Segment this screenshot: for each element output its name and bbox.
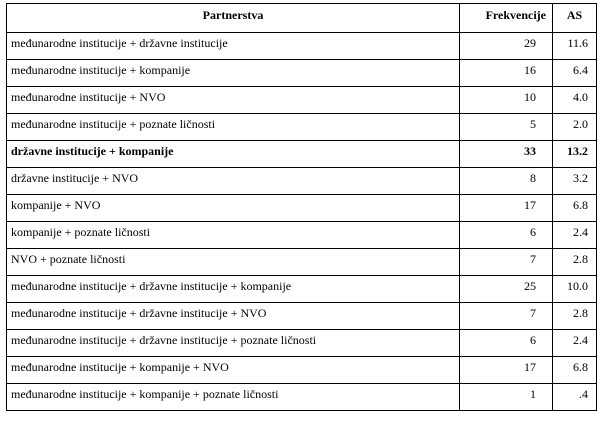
cell-partnerstvo: međunarodne institucije + NVO [7, 87, 460, 114]
header-frekvencije: Frekvencije [460, 4, 553, 33]
cell-frekvencije: 17 [460, 357, 553, 384]
cell-as: 2.0 [553, 114, 597, 141]
cell-frekvencije: 7 [460, 303, 553, 330]
cell-partnerstvo: međunarodne institucije + državne institucije + poznate ličnosti [7, 330, 460, 357]
header-partnerstva: Partnerstva [7, 4, 460, 33]
table-row [7, 141, 597, 168]
cell-partnerstvo: međunarodne institucije + kompanije + poznate ličnosti [7, 384, 460, 411]
cell-as: 10.0 [553, 276, 597, 303]
table-row [7, 168, 597, 195]
table-row [7, 114, 597, 141]
header-as: AS [553, 4, 597, 33]
cell-frekvencije: 25 [460, 276, 553, 303]
table-row [7, 384, 597, 411]
table-row [7, 276, 597, 303]
cell-frekvencije: 5 [460, 114, 553, 141]
cell-frekvencije: 16 [460, 60, 553, 87]
table-row [7, 87, 597, 114]
cell-partnerstvo: NVO + poznate ličnosti [7, 249, 460, 276]
cell-as: 6.8 [553, 195, 597, 222]
table-row [7, 222, 597, 249]
partnerships-table [6, 3, 597, 411]
cell-as: 4.0 [553, 87, 597, 114]
cell-partnerstvo: međunarodne institucije + poznate ličnosti [7, 114, 460, 141]
cell-partnerstvo: međunarodne institucije + kompanije + NVO [7, 357, 460, 384]
cell-partnerstvo: međunarodne institucije + državne institucije + kompanije [7, 276, 460, 303]
cell-partnerstvo: državne institucije + NVO [7, 168, 460, 195]
cell-partnerstvo: međunarodne institucije + kompanije [7, 60, 460, 87]
cell-as: 11.6 [553, 33, 597, 60]
cell-partnerstvo: kompanije + poznate ličnosti [7, 222, 460, 249]
cell-as: 2.4 [553, 222, 597, 249]
table-row [7, 195, 597, 222]
cell-as: 13.2 [553, 141, 597, 168]
cell-as: 2.8 [553, 303, 597, 330]
table-row [7, 357, 597, 384]
cell-as: 2.4 [553, 330, 597, 357]
table-row [7, 303, 597, 330]
cell-partnerstvo: međunarodne institucije + državne institucije [7, 33, 460, 60]
cell-partnerstvo: kompanije + NVO [7, 195, 460, 222]
cell-frekvencije: 7 [460, 249, 553, 276]
table-body [7, 33, 597, 411]
cell-as: .4 [553, 384, 597, 411]
cell-frekvencije: 10 [460, 87, 553, 114]
table-row [7, 60, 597, 87]
cell-frekvencije: 29 [460, 33, 553, 60]
cell-frekvencije: 6 [460, 330, 553, 357]
cell-frekvencije: 17 [460, 195, 553, 222]
cell-as: 6.4 [553, 60, 597, 87]
table-row [7, 33, 597, 60]
cell-as: 6.8 [553, 357, 597, 384]
cell-frekvencije: 6 [460, 222, 553, 249]
cell-as: 2.8 [553, 249, 597, 276]
table-row [7, 249, 597, 276]
cell-partnerstvo: međunarodne institucije + državne institucije + NVO [7, 303, 460, 330]
cell-frekvencije: 33 [460, 141, 553, 168]
cell-as: 3.2 [553, 168, 597, 195]
cell-partnerstvo: državne institucije + kompanije [7, 141, 460, 168]
header-row [7, 4, 597, 33]
table-row [7, 330, 597, 357]
cell-frekvencije: 1 [460, 384, 553, 411]
cell-frekvencije: 8 [460, 168, 553, 195]
